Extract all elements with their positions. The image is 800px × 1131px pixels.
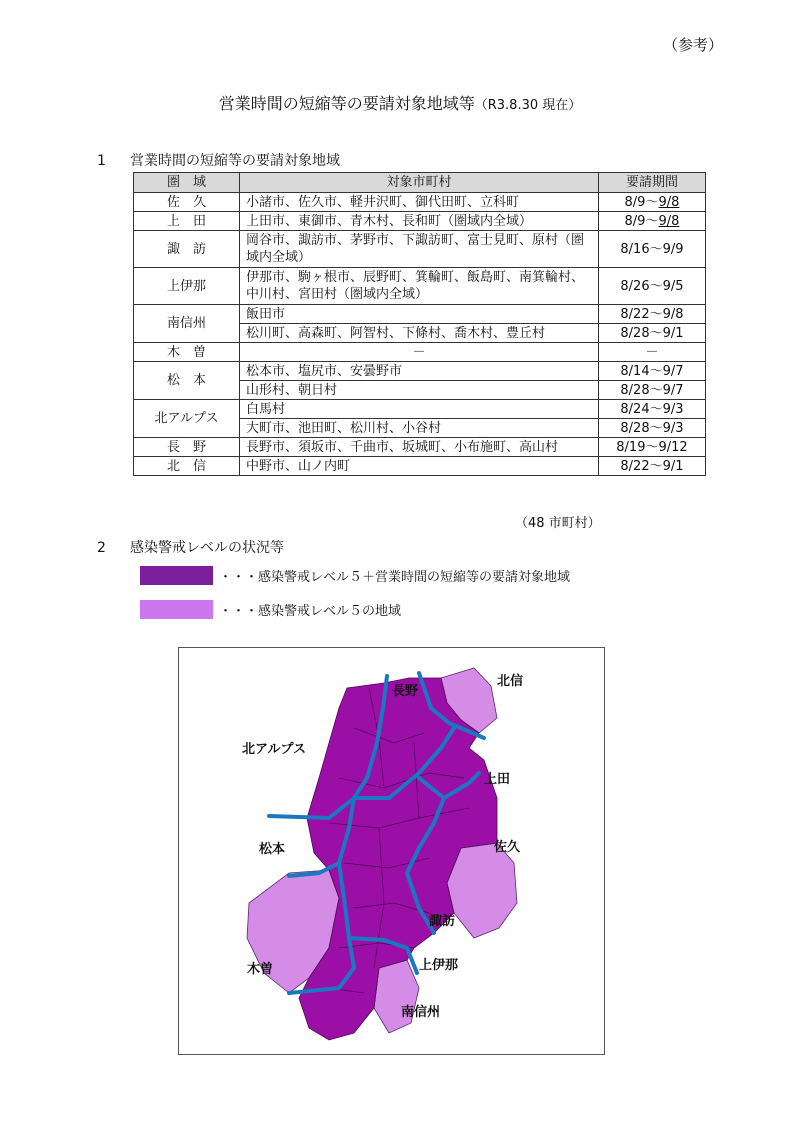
period-cell: 8/28～9/3 xyxy=(598,419,705,438)
reference-label: （参考） xyxy=(663,36,724,54)
map-label-kita-alps: 北アルプス xyxy=(242,742,306,757)
cities-cell: 中野市、山ノ内町 xyxy=(240,457,599,476)
legend-swatch-dark xyxy=(140,566,213,585)
cities-cell: － xyxy=(240,343,599,362)
cities-cell: 山形村、朝日村 xyxy=(240,381,599,400)
legend-label: ・・・感染警戒レベル５の地域 xyxy=(219,604,402,619)
map-area-minami-east xyxy=(374,960,419,1033)
cities-cell: 松本市、塩尻市、安曇野市 xyxy=(240,362,599,381)
section-1-label: 営業時間の短縮等の要請対象地域 xyxy=(130,153,340,169)
table-row xyxy=(134,305,706,324)
region-cell: 木 曽 xyxy=(134,343,240,362)
section-1-number: 1 xyxy=(97,153,106,169)
region-cell: 上 田 xyxy=(134,212,240,231)
map-label-matsumoto: 松本 xyxy=(259,842,286,857)
period-cell: 8/14～9/7 xyxy=(598,362,705,381)
section-1-heading xyxy=(97,150,340,170)
region-cell: 南信州 xyxy=(134,305,240,343)
title-text: 営業時間の短縮等の要請対象地域等 xyxy=(218,94,475,113)
map-label-nagano: 長野 xyxy=(392,684,419,699)
region-cell: 長 野 xyxy=(134,438,240,457)
nagano-prefecture-map xyxy=(178,647,605,1055)
period-cell: 8/22～9/8 xyxy=(598,305,705,324)
table-row xyxy=(134,231,706,268)
period-cell: 8/22～9/1 xyxy=(598,457,705,476)
table-row xyxy=(134,343,706,362)
title-date: （R3.8.30 現在） xyxy=(474,98,582,113)
cities-cell: 大町市、池田町、松川村、小谷村 xyxy=(240,419,599,438)
period-cell xyxy=(598,212,705,231)
region-cell: 北アルプス xyxy=(134,400,240,438)
period-cell: 8/16～9/9 xyxy=(598,231,705,268)
cities-cell: 上田市、東御市、青木村、長和町（圏域内全域） xyxy=(240,212,599,231)
section-2-heading xyxy=(97,537,284,557)
period-cell: 8/24～9/3 xyxy=(598,400,705,419)
period-cell: 8/28～9/1 xyxy=(598,324,705,343)
cities-cell: 岡谷市、諏訪市、茅野市、下諏訪町、富士見町、原村（圏域内全域） xyxy=(240,231,599,268)
table-row xyxy=(134,438,706,457)
cities-cell: 白馬村 xyxy=(240,400,599,419)
table-row xyxy=(134,268,706,305)
map-label-suwa: 諏訪 xyxy=(429,914,456,929)
map-label-saku: 佐久 xyxy=(494,840,521,855)
region-cell: 諏 訪 xyxy=(134,231,240,268)
map-label-hokushin: 北信 xyxy=(497,674,524,689)
region-cell: 北 信 xyxy=(134,457,240,476)
section-2-label: 感染警戒レベルの状況等 xyxy=(130,540,284,556)
table-row xyxy=(134,457,706,476)
section-2-number: 2 xyxy=(97,540,106,556)
map-label-minami: 南信州 xyxy=(401,1005,441,1020)
legend-item-level5 xyxy=(140,600,401,619)
period-cell: 8/28～9/7 xyxy=(598,381,705,400)
period-end: 9/8 xyxy=(658,194,680,210)
header-period: 要請期間 xyxy=(598,173,705,193)
table-row xyxy=(134,400,706,419)
table-row xyxy=(134,193,706,212)
municipality-count: （48 市町村） xyxy=(515,516,601,531)
cities-cell: 松川町、高森町、阿智村、下條村、喬木村、豊丘村 xyxy=(240,324,599,343)
cities-cell: 小諸市、佐久市、軽井沢町、御代田町、立科町 xyxy=(240,193,599,212)
map-graphic xyxy=(179,648,606,1056)
legend-label: ・・・感染警戒レベル５＋営業時間の短縮等の要請対象地域 xyxy=(219,570,571,585)
period-start: 8/9～ xyxy=(624,213,659,229)
legend-swatch-light xyxy=(140,600,213,619)
region-cell: 上伊那 xyxy=(134,268,240,305)
legend-item-level5-plus xyxy=(140,566,570,585)
period-cell: 8/26～9/5 xyxy=(598,268,705,305)
map-label-kiso: 木曽 xyxy=(247,962,274,977)
table-header-row xyxy=(134,173,706,193)
region-cell: 佐 久 xyxy=(134,193,240,212)
period-cell xyxy=(598,193,705,212)
period-cell: 8/19～9/12 xyxy=(598,438,705,457)
map-label-kamiina: 上伊那 xyxy=(419,958,459,973)
page-title xyxy=(0,91,800,114)
cities-cell: 伊那市、駒ヶ根市、辰野町、箕輪町、飯島町、南箕輪村、中川村、宮田村（圏域内全域） xyxy=(240,268,599,305)
map-label-ueda: 上田 xyxy=(484,772,511,787)
table-row xyxy=(134,362,706,381)
table-row xyxy=(134,212,706,231)
region-cell: 松 本 xyxy=(134,362,240,400)
period-start: 8/9～ xyxy=(624,194,659,210)
header-region: 圏 域 xyxy=(134,173,240,193)
header-cities: 対象市町村 xyxy=(240,173,599,193)
cities-cell: 飯田市 xyxy=(240,305,599,324)
target-areas-table xyxy=(133,172,706,476)
period-cell: － xyxy=(598,343,705,362)
cities-cell: 長野市、須坂市、千曲市、坂城町、小布施町、高山村 xyxy=(240,438,599,457)
period-end: 9/8 xyxy=(658,213,680,229)
